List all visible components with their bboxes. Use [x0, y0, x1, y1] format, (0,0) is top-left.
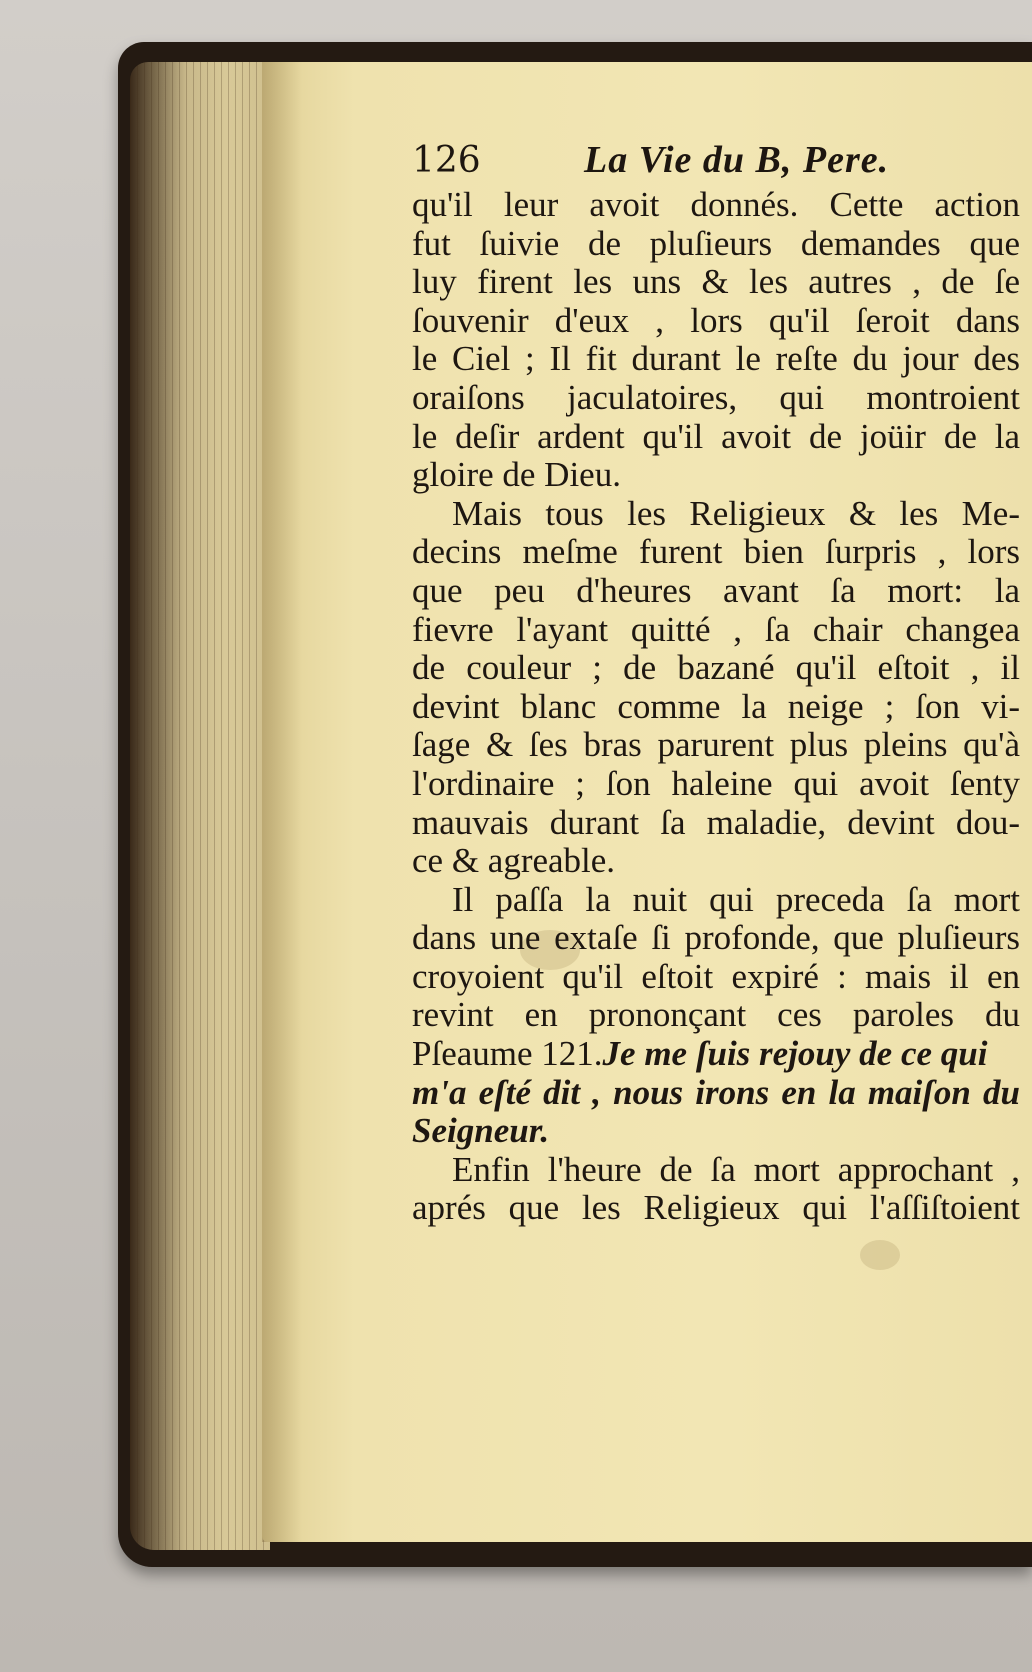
text-line: que peu d'heures avant ſa mort: la [412, 570, 1020, 610]
running-head: La Vie du B, Pere. [584, 139, 890, 181]
text-line: dans une extaſe ſi profonde, que pluſieurs [412, 918, 1020, 958]
page-header [412, 140, 1022, 190]
text-line: aprés que les Religieux qui l'aſſiſtoient [412, 1188, 1020, 1228]
folio-number: 126 [412, 140, 481, 181]
text-line [412, 1035, 1020, 1074]
text-line: croyoient qu'il eſtoit expiré : mais il en [412, 956, 1020, 996]
text-line: ſage & ſes bras parurent plus pleins qu'à [412, 725, 1020, 765]
gutter-shadow [262, 62, 302, 1542]
text-line: de couleur ; de bazané qu'il eſtoit , il [412, 648, 1020, 688]
text-line: ce & agreable. [412, 841, 616, 881]
italic-quotation-line: m'a eſté dit , nous irons en la maiſon du [412, 1072, 1020, 1112]
text-line: ſouvenir d'eux , lors qu'il ſeroit dans [412, 300, 1020, 340]
text-run: Pſeaume 121. [412, 1034, 603, 1074]
text-line: l'ordinaire ; ſon haleine qui avoit ſenty [412, 763, 1020, 803]
text-line: le Ciel ; Il fit durant le reſte du jour des [412, 339, 1020, 379]
text-line: gloire de Dieu. [412, 455, 621, 495]
body-text [412, 186, 1020, 1228]
text-line: Il paſſa la nuit qui preceda ſa mort [452, 879, 1020, 919]
italic-quotation-line: Seigneur. [412, 1111, 550, 1151]
italic-quotation: Je me ſuis rejouy de ce qui [602, 1034, 988, 1074]
text-line: revint en prononçant ces paroles du [412, 995, 1020, 1035]
text-line: qu'il leur avoit donnés. Cette action [412, 185, 1020, 224]
text-line: oraiſons jaculatoires, qui montroient [412, 377, 1020, 417]
text-line: devint blanc comme la neige ; ſon vi- [412, 686, 1020, 726]
text-line: le deſir ardent qu'il avoit de joüir de la [412, 416, 1020, 456]
text-line: luy firent les uns & les autres , de ſe [412, 262, 1020, 302]
text-line: fut ſuivie de pluſieurs demandes que [412, 223, 1020, 263]
text-line: mauvais durant ſa maladie, devint dou- [412, 802, 1020, 842]
text-line: Enfin l'heure de ſa mort approchant , [452, 1149, 1020, 1189]
page-edges [130, 62, 270, 1550]
text-line: decins meſme furent bien ſurpris , lors [412, 532, 1020, 572]
page-stain [860, 1240, 900, 1270]
text-line: Mais tous les Religieux & les Me- [452, 493, 1020, 533]
text-line: fievre l'ayant quitté , ſa chair changea [412, 609, 1020, 649]
